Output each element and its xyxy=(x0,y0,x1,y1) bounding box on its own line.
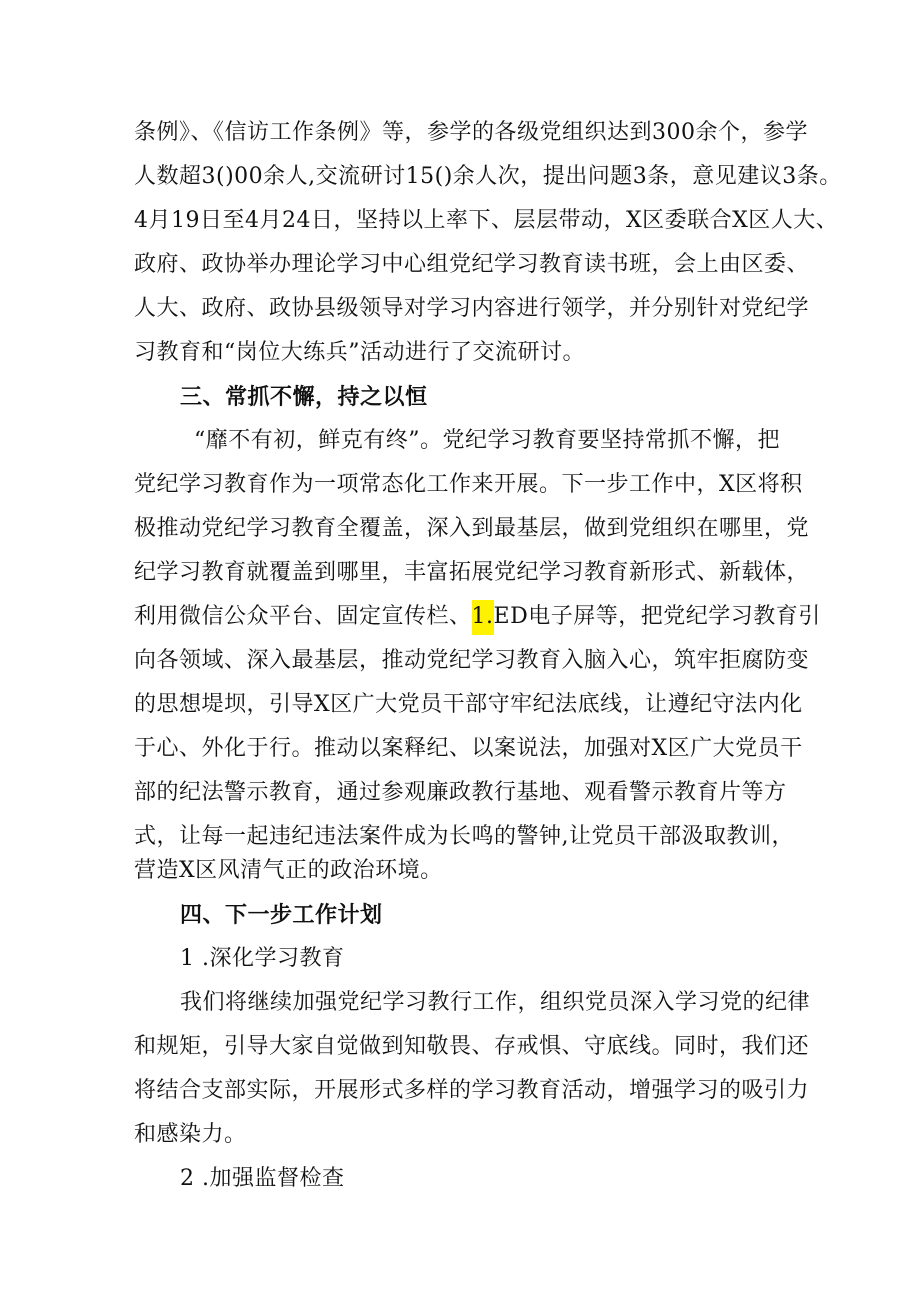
body-line: 和规矩，引导大家自觉做到知敬畏、存戒惧、守底线。同时，我们还 xyxy=(134,1034,810,1059)
section-heading-3: 三、常抓不懈，持之以恒 xyxy=(180,384,428,410)
body-line: 的思想堤坝，引导X区广大党员干部守牢纪法底线，让遵纪守法内化 xyxy=(134,692,803,717)
body-line: 我们将继续加强党纪学习教行工作，组织党员深入学习党的纪律 xyxy=(180,990,811,1015)
body-line: 式，让每一起违纪违法案件成为长鸣的警钟,让党员干部汲取教训， xyxy=(134,824,794,849)
body-line: 4月19日至4月24日，坚持以上率下、层层带动，X区委联合X区人大、 xyxy=(134,208,839,233)
highlighted-text: 1. xyxy=(472,600,494,635)
section-heading-4: 四、下一步工作计划 xyxy=(180,902,383,928)
body-line: 政府、政协举办理论学习中心组党纪学习教育读书班，会上由区委、 xyxy=(134,252,810,277)
body-line: 习教育和“岗位大练兵”活动进行了交流研讨。 xyxy=(134,340,585,365)
body-line: 条例》、《信访工作条例》等，参学的各级党组织达到300余个，参学 xyxy=(134,120,808,145)
body-line: 于心、外化于行。推动以案释纪、以案说法，加强对X区广大党员干 xyxy=(134,736,803,761)
body-line: 极推动党纪学习教育全覆盖，深入到最基层，做到党组织在哪里，党 xyxy=(134,516,810,541)
body-line: “靡不有初，鲜克有终”。党纪学习教育要坚持常抓不懈，把 xyxy=(194,428,780,453)
body-line: 纪学习教育就覆盖到哪里，丰富拓展党纪学习教育新形式、新载体， xyxy=(134,560,810,585)
body-line: 将结合支部实际，开展形式多样的学习教育活动，增强学习的吸引力 xyxy=(134,1078,810,1103)
body-line: 营造X区风清气正的政治环境。 xyxy=(134,858,443,883)
body-line-highlighted xyxy=(134,602,821,632)
body-line: 和感染力。 xyxy=(134,1122,247,1147)
subsection-title-2: 2 .加强监督检查 xyxy=(180,1166,345,1191)
body-line: 党纪学习教育作为一项常态化工作来开展。下一步工作中，X区将积 xyxy=(134,472,803,497)
body-line: 向各领域、深入最基层，推动党纪学习教育入脑入心，筑牢拒腐防变 xyxy=(134,648,810,673)
text-segment: 利用微信公众平台、固定宣传栏、 xyxy=(134,604,472,629)
text-segment: ED电子屏等，把党纪学习教育引 xyxy=(493,604,821,629)
body-line: 人数超3()00余人,交流研讨15()余人次，提出问题3条，意见建议3条。 xyxy=(134,164,842,189)
subsection-title-1: 1 .深化学习教育 xyxy=(180,946,345,971)
body-line: 人大、政府、政协县级领导对学习内容进行领学，并分别针对党纪学 xyxy=(134,296,810,321)
body-line: 部的纪法警示教育，通过参观廉政教行基地、观看警示教育片等方 xyxy=(134,780,787,805)
